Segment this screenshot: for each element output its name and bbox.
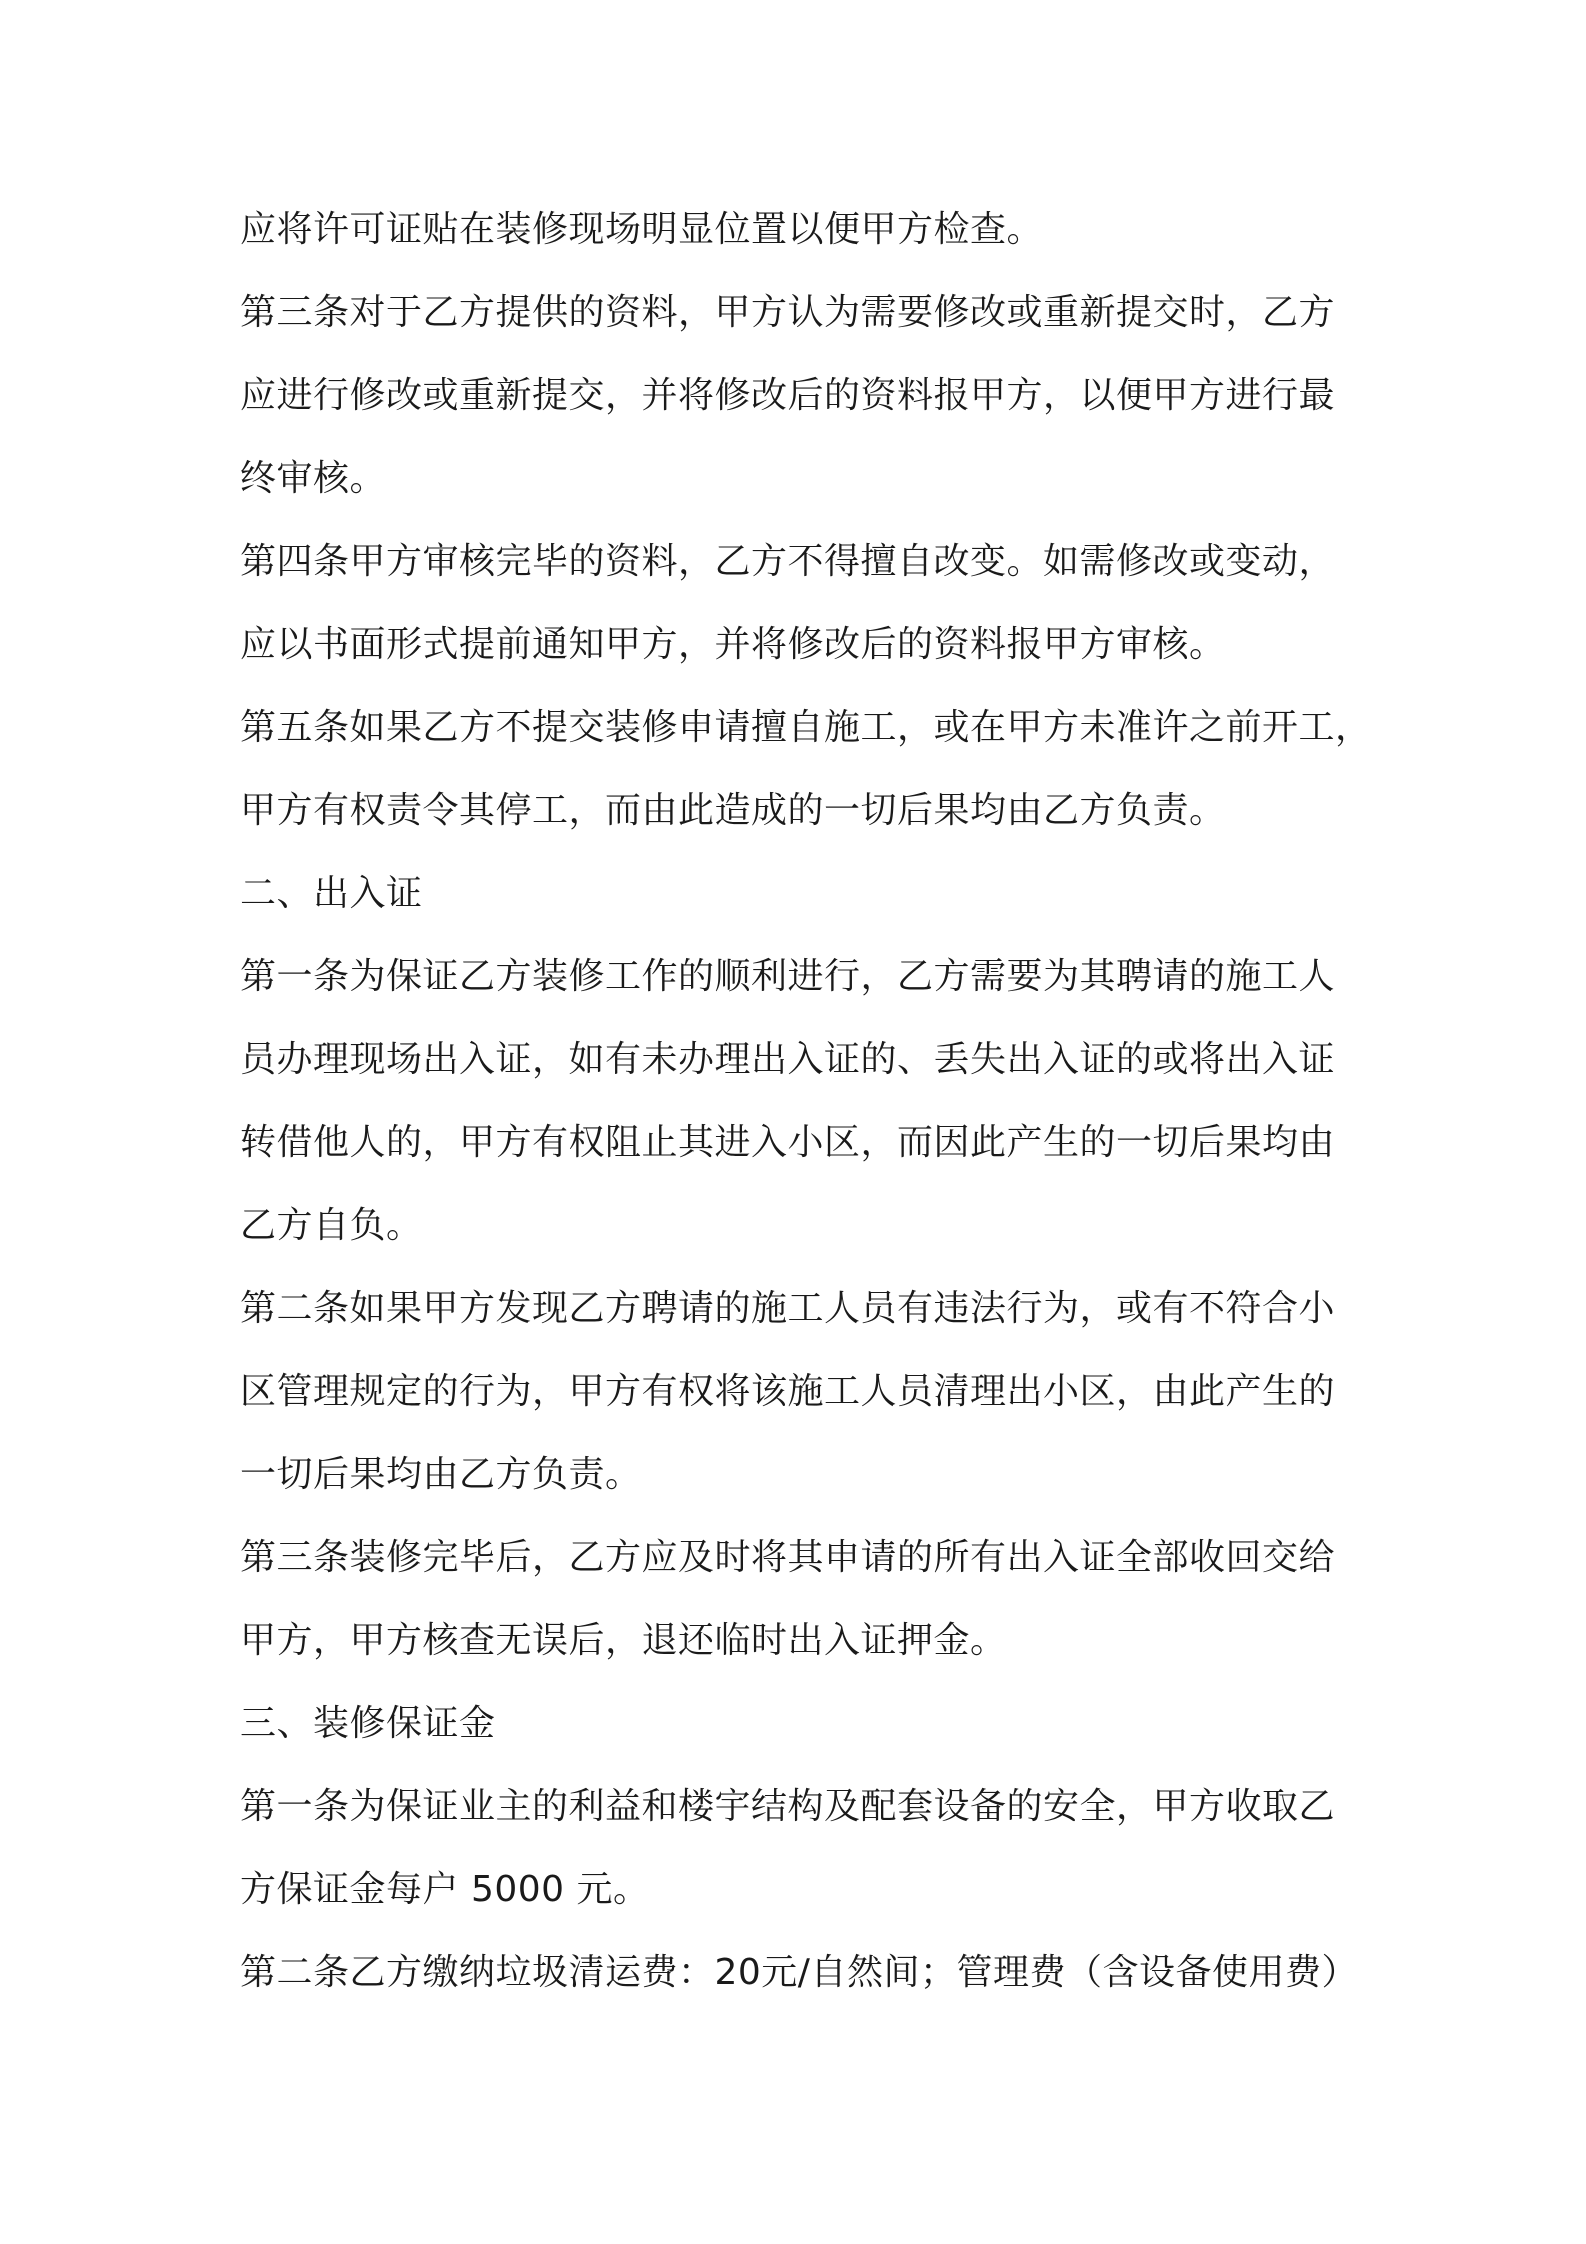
text-line: 一切后果均由乙方负责。 [240,1454,642,1495]
text-line: 第一条为保证乙方装修工作的顺利进行，乙方需要为其聘请的施工人 [240,956,1336,997]
text-line: 乙方自负。 [240,1205,423,1246]
text-line: 方保证金每户 5000 元。 [240,1869,650,1910]
text-line: 区管理规定的行为，甲方有权将该施工人员清理出小区，由此产生的 [240,1371,1336,1412]
text-line: 应进行修改或重新提交，并将修改后的资料报甲方，以便甲方进行最 [240,375,1336,416]
text-line: 甲方，甲方核查无误后，退还临时出入证押金。 [240,1620,1007,1661]
document-body [240,200,1372,2026]
text-line: 第二条如果甲方发现乙方聘请的施工人员有违法行为，或有不符合小 [240,1288,1336,1329]
text-line: 应以书面形式提前通知甲方，并将修改后的资料报甲方审核。 [240,624,1226,665]
text-line: 第三条装修完毕后，乙方应及时将其申请的所有出入证全部收回交给 [240,1537,1336,1578]
text-line: 应将许可证贴在装修现场明显位置以便甲方检查。 [240,209,1044,250]
section-heading: 三、装修保证金 [240,1703,496,1744]
text-line: 员办理现场出入证，如有未办理出入证的、丢失出入证的或将出入证 [240,1039,1336,1080]
text-line: 终审核。 [240,458,387,499]
text-line: 第三条对于乙方提供的资料，甲方认为需要修改或重新提交时，乙方 [240,292,1336,333]
text-line: 第四条甲方审核完毕的资料，乙方不得擅自改变。如需修改或变动， [240,541,1336,582]
text-line: 第五条如果乙方不提交装修申请擅自施工，或在甲方未准许之前开工， [240,707,1372,748]
text-line: 转借他人的，甲方有权阻止其进入小区，而因此产生的一切后果均由 [240,1122,1336,1163]
text-line: 甲方有权责令其停工，而由此造成的一切后果均由乙方负责。 [240,790,1226,831]
text-line: 第二条乙方缴纳垃圾清运费：20元/自然间；管理费（含设备使用费） [240,1952,1358,1993]
text-line: 第一条为保证业主的利益和楼宇结构及配套设备的安全，甲方收取乙 [240,1786,1336,1827]
section-heading: 二、出入证 [240,873,423,914]
